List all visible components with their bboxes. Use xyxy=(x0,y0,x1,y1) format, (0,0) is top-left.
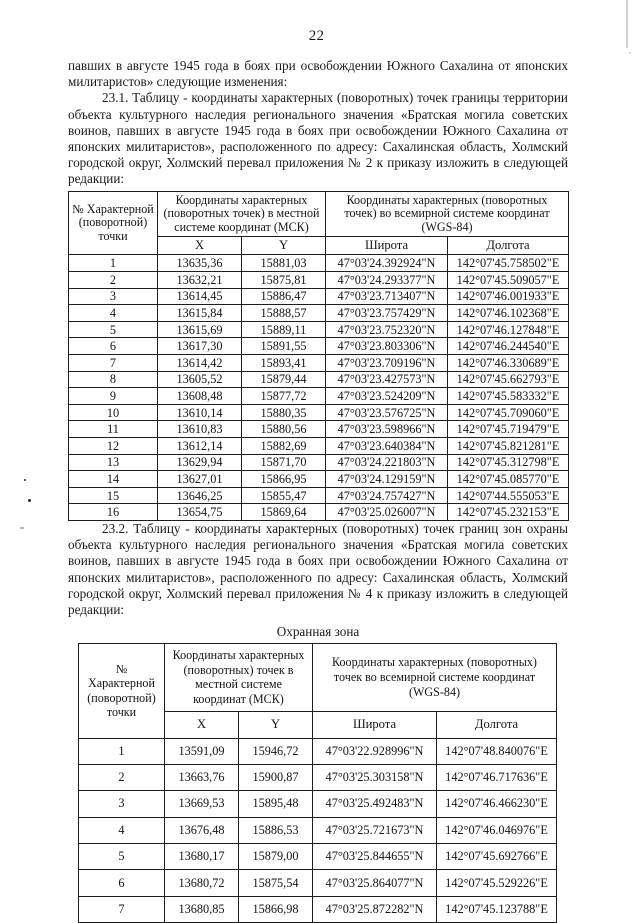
point-number: 1 xyxy=(69,255,158,272)
latitude-value: 47°03'24.129159"N xyxy=(326,471,448,488)
point-number: 7 xyxy=(69,354,158,371)
table-row xyxy=(69,338,569,355)
latitude-value: 47°03'23.757429"N xyxy=(326,305,448,322)
header-local-system: Координаты характерных (поворотных точек) в местной системе координат (МСК) xyxy=(158,191,326,237)
coordinate-x: 13608,48 xyxy=(158,388,242,405)
coordinate-x: 13615,69 xyxy=(158,321,242,338)
longitude-value: 142°07'45.509057"E xyxy=(448,272,569,289)
table-row xyxy=(69,354,569,371)
longitude-value: 142°07'46.717636"E xyxy=(437,764,557,790)
point-number: 15 xyxy=(69,487,158,504)
longitude-value: 142°07'48.840076"E xyxy=(437,738,557,764)
page-number: 22 xyxy=(308,28,325,44)
territory-coordinates-table-wrapper xyxy=(68,191,568,521)
longitude-value: 142°07'45.312798"E xyxy=(448,454,569,471)
longitude-value: 142°07'45.583332"E xyxy=(448,388,569,405)
longitude-value: 142°07'45.232153"E xyxy=(448,504,569,521)
latitude-value: 47°03'24.221803"N xyxy=(326,454,448,471)
coordinate-y: 15880,56 xyxy=(242,421,326,438)
coordinate-y: 15875,81 xyxy=(242,272,326,289)
coordinate-y: 15882,69 xyxy=(242,437,326,454)
table-row xyxy=(69,272,569,289)
coordinate-x: 13629,94 xyxy=(158,454,242,471)
longitude-value: 142°07'46.330689"E xyxy=(448,354,569,371)
table-row xyxy=(69,437,569,454)
table-row xyxy=(69,371,569,388)
coordinate-x: 13614,42 xyxy=(158,354,242,371)
coordinate-y: 15900,87 xyxy=(239,764,313,790)
latitude-value: 47°03'23.713407"N xyxy=(326,288,448,305)
coordinate-y: 15871,70 xyxy=(242,454,326,471)
point-number: 6 xyxy=(79,870,165,896)
point-number: 6 xyxy=(69,338,158,355)
header-x: X xyxy=(158,237,242,255)
clause-23-2-paragraph: 23.2. Таблицу - координаты характерных (поворотных) точек границ зон охраны объекта культурного наследия регионального значения «Братская могила советских воинов, павших в августе 1945 года в боях при освобождении Южного Сахалина от японских милитаристов», расположенного по адресу: Сахалинская область, Холмский городской округ, Холмский перевал приложения № 4 к приказу изложить в следующей редакции: xyxy=(68,520,568,617)
latitude-value: 47°03'23.803306"N xyxy=(326,338,448,355)
coordinate-x: 13676,48 xyxy=(165,817,239,843)
coordinate-y: 15866,95 xyxy=(242,471,326,488)
coordinate-y: 15879,44 xyxy=(242,371,326,388)
coordinate-x: 13669,53 xyxy=(165,791,239,817)
table-row xyxy=(69,404,569,421)
latitude-value: 47°03'22.928996"N xyxy=(313,738,437,764)
table-row xyxy=(69,305,569,322)
table-row xyxy=(69,421,569,438)
table-row xyxy=(69,504,569,521)
protection-zone-table-wrapper xyxy=(68,643,568,923)
coordinate-y: 15946,72 xyxy=(239,738,313,764)
clause-23-1-paragraph: 23.1. Таблицу - координаты характерных (поворотных) точек границы территории объекта культурного наследия регионального значения «Братская могила советских воинов, павших в августе 1945 года в боях при освобождении Южного Сахалина от японских милитаристов», расположенного по адресу: Сахалинская область, Холмский городской округ, Холмский перевал приложения № 2 к приказу изложить в следующей редакции: xyxy=(68,90,568,187)
coordinate-y: 15880,35 xyxy=(242,404,326,421)
table-header-row xyxy=(69,191,569,237)
header-x: X xyxy=(165,711,239,738)
longitude-value: 142°07'45.821281"E xyxy=(448,437,569,454)
point-number: 13 xyxy=(69,454,158,471)
protection-zone-table-body xyxy=(79,738,557,923)
latitude-value: 47°03'25.026007"N xyxy=(326,504,448,521)
table-row xyxy=(79,817,557,843)
header-longitude: Долгота xyxy=(437,711,557,738)
header-y: Y xyxy=(242,237,326,255)
table-row xyxy=(69,487,569,504)
point-number: 3 xyxy=(69,288,158,305)
latitude-value: 47°03'23.576725"N xyxy=(326,404,448,421)
longitude-value: 142°07'46.127848"E xyxy=(448,321,569,338)
longitude-value: 142°07'46.102368"E xyxy=(448,305,569,322)
coordinate-x: 13646,25 xyxy=(158,487,242,504)
point-number: 2 xyxy=(69,272,158,289)
longitude-value: 142°07'45.123788"E xyxy=(437,896,557,922)
coordinate-x: 13632,21 xyxy=(158,272,242,289)
table-row xyxy=(79,844,557,870)
point-number: 2 xyxy=(79,764,165,790)
latitude-value: 47°03'23.598966"N xyxy=(326,421,448,438)
latitude-value: 47°03'25.844655"N xyxy=(313,844,437,870)
point-number: 12 xyxy=(69,437,158,454)
coordinate-y: 15875,54 xyxy=(239,870,313,896)
coordinate-x: 13680,72 xyxy=(165,870,239,896)
point-number: 4 xyxy=(69,305,158,322)
table-header-row xyxy=(79,644,557,711)
point-number: 11 xyxy=(69,421,158,438)
header-world-system: Координаты характерных (поворотных) точек во всемирной системе координат (WGS-84) xyxy=(313,644,557,711)
coordinate-y: 15893,41 xyxy=(242,354,326,371)
latitude-value: 47°03'23.709196"N xyxy=(326,354,448,371)
coordinate-y: 15866,98 xyxy=(239,896,313,922)
table-row xyxy=(69,454,569,471)
territory-coordinates-table xyxy=(68,191,569,521)
longitude-value: 142°07'45.529226"E xyxy=(437,870,557,896)
point-number: 3 xyxy=(79,791,165,817)
scan-speck xyxy=(24,479,26,481)
coordinate-x: 13680,85 xyxy=(165,896,239,922)
latitude-value: 47°03'25.872282"N xyxy=(313,896,437,922)
point-number: 5 xyxy=(79,844,165,870)
longitude-value: 142°07'45.709060"E xyxy=(448,404,569,421)
table-row xyxy=(79,738,557,764)
longitude-value: 142°07'46.244540"E xyxy=(448,338,569,355)
coordinate-x: 13635,36 xyxy=(158,255,242,272)
header-latitude: Широта xyxy=(313,711,437,738)
latitude-value: 47°03'24.293377"N xyxy=(326,272,448,289)
coordinate-x: 13617,30 xyxy=(158,338,242,355)
coordinate-y: 15889,11 xyxy=(242,321,326,338)
header-local-system: Координаты характерных (поворотных) точек в местной системе координат (МСК) xyxy=(165,644,313,711)
coordinate-x: 13591,09 xyxy=(165,738,239,764)
coordinate-y: 15877,72 xyxy=(242,388,326,405)
latitude-value: 47°03'23.752320"N xyxy=(326,321,448,338)
coordinate-x: 13680,17 xyxy=(165,844,239,870)
longitude-value: 142°07'45.692766"E xyxy=(437,844,557,870)
table-row xyxy=(79,764,557,790)
table-row xyxy=(79,896,557,922)
coordinate-x: 13615,84 xyxy=(158,305,242,322)
point-number: 9 xyxy=(69,388,158,405)
coordinate-y: 15891,55 xyxy=(242,338,326,355)
longitude-value: 142°07'46.466230"E xyxy=(437,791,557,817)
table-row xyxy=(69,388,569,405)
table-row xyxy=(79,870,557,896)
latitude-value: 47°03'25.492483"N xyxy=(313,791,437,817)
scan-speck xyxy=(20,527,24,529)
longitude-value: 142°07'45.085770"E xyxy=(448,471,569,488)
protection-zone-caption: Охранная зона xyxy=(276,624,360,640)
longitude-value: 142°07'44.555053"E xyxy=(448,487,569,504)
header-latitude: Широта xyxy=(326,237,448,255)
coordinate-x: 13610,14 xyxy=(158,404,242,421)
point-number: 8 xyxy=(69,371,158,388)
header-y: Y xyxy=(239,711,313,738)
coordinate-x: 13663,76 xyxy=(165,764,239,790)
coordinate-y: 15886,53 xyxy=(239,817,313,843)
point-number: 14 xyxy=(69,471,158,488)
header-point-number: № Характерной (поворотной) точки xyxy=(79,644,165,738)
latitude-value: 47°03'23.640384"N xyxy=(326,437,448,454)
table-row xyxy=(69,321,569,338)
coordinate-x: 13654,75 xyxy=(158,504,242,521)
coordinate-x: 13627,01 xyxy=(158,471,242,488)
territory-table-body xyxy=(69,255,569,521)
table-row xyxy=(69,255,569,272)
point-number: 5 xyxy=(69,321,158,338)
scan-speck xyxy=(28,499,31,502)
table-row xyxy=(79,791,557,817)
table-row xyxy=(69,471,569,488)
latitude-value: 47°03'24.757427"N xyxy=(326,487,448,504)
latitude-value: 47°03'25.303158"N xyxy=(313,764,437,790)
point-number: 1 xyxy=(79,738,165,764)
longitude-value: 142°07'46.001933"E xyxy=(448,288,569,305)
longitude-value: 142°07'45.719479"E xyxy=(448,421,569,438)
coordinate-y: 15869,64 xyxy=(242,504,326,521)
coordinate-x: 13610,83 xyxy=(158,421,242,438)
header-world-system: Координаты характерных (поворотных точек) во всемирной системе координат (WGS-84) xyxy=(326,191,569,237)
protection-zone-coordinates-table xyxy=(78,643,557,923)
coordinate-x: 13605,52 xyxy=(158,371,242,388)
longitude-value: 142°07'46.046976"E xyxy=(437,817,557,843)
latitude-value: 47°03'25.721673"N xyxy=(313,817,437,843)
coordinate-y: 15895,48 xyxy=(239,791,313,817)
point-number: 16 xyxy=(69,504,158,521)
longitude-value: 142°07'45.758502"E xyxy=(448,255,569,272)
latitude-value: 47°03'25.864077"N xyxy=(313,870,437,896)
header-point-number: № Характерной (поворотной) точки xyxy=(69,191,158,255)
header-longitude: Долгота xyxy=(448,237,569,255)
coordinate-y: 15888,57 xyxy=(242,305,326,322)
latitude-value: 47°03'23.427573"N xyxy=(326,371,448,388)
intro-paragraph: павших в августе 1945 года в боях при освобождении Южного Сахалина от японских милитаристов» следующие изменения: xyxy=(68,58,568,90)
coordinate-y: 15879,00 xyxy=(239,844,313,870)
point-number: 10 xyxy=(69,404,158,421)
coordinate-x: 13614,45 xyxy=(158,288,242,305)
longitude-value: 142°07'45.662793"E xyxy=(448,371,569,388)
scan-speck xyxy=(629,52,631,54)
document-body xyxy=(68,58,568,923)
coordinate-y: 15855,47 xyxy=(242,487,326,504)
latitude-value: 47°03'24.392924"N xyxy=(326,255,448,272)
coordinate-y: 15886,47 xyxy=(242,288,326,305)
latitude-value: 47°03'23.524209"N xyxy=(326,388,448,405)
coordinate-x: 13612,14 xyxy=(158,437,242,454)
coordinate-y: 15881,03 xyxy=(242,255,326,272)
table-row xyxy=(69,288,569,305)
point-number: 7 xyxy=(79,896,165,922)
point-number: 4 xyxy=(79,817,165,843)
